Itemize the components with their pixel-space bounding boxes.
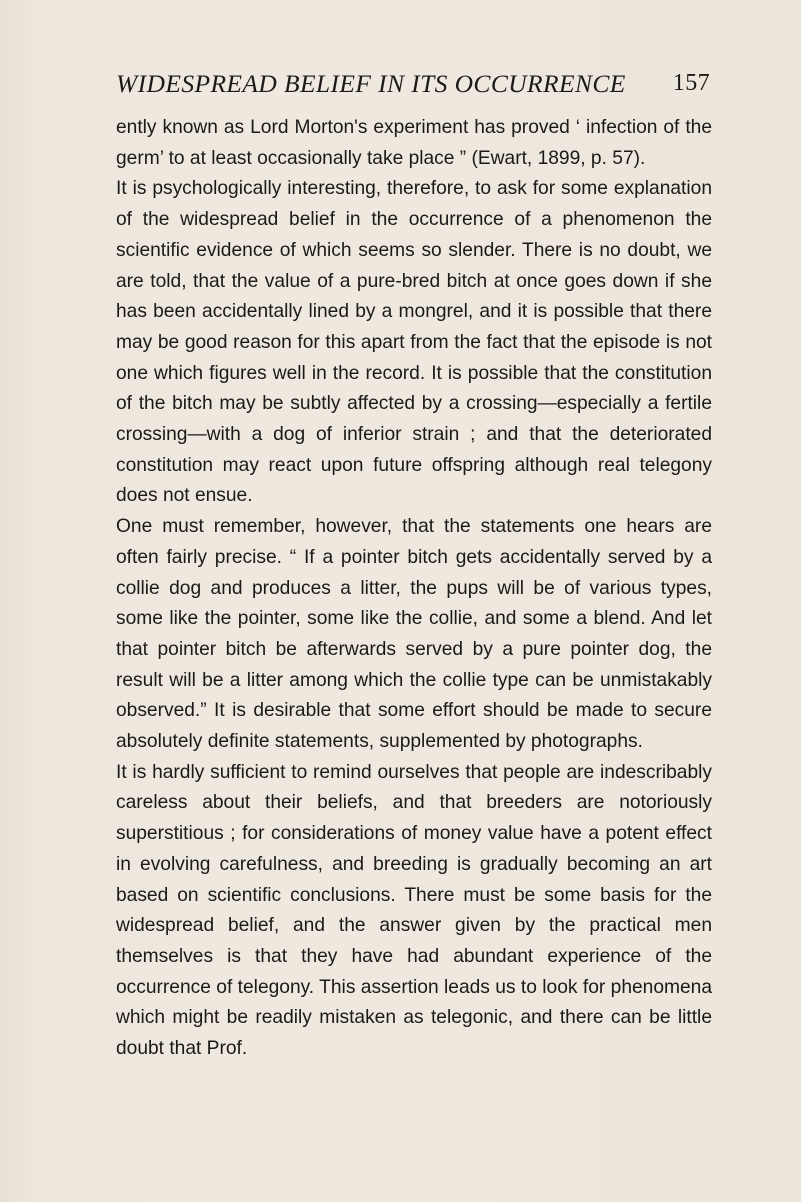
running-head-title: WIDESPREAD BELIEF IN ITS OCCURRENCE (116, 69, 626, 98)
running-head (116, 69, 710, 103)
body-text (116, 113, 712, 1065)
paragraph: It is psychologically interesting, therefore, to ask for some explanation of the widespread belief in the occurrence of a phenomenon the scientific evidence of which seems so slender. There is no doubt, we are told, that the value of a pure-bred bitch at once goes down if she has been accidentally lined by a mongrel, and it is possible that there may be good reason for this apart from the fact that the episode is not one which figures well in the record. It is possible that the constitution of the bitch may be subtly affected by a crossing—especially a fertile crossing—with a dog of inferior strain ; and that the deteriorated constitution may react upon future offspring although real telegony does not ensue. (116, 178, 712, 507)
paragraph-continued: ently known as Lord Morton's experiment has proved ‘ infection of the germ’ to at least occasionally take place ” (Ewart, 1899, p. 57). (116, 117, 712, 169)
page-number: 157 (672, 70, 710, 96)
paragraph: It is hardly sufficient to remind ourselves that people are indescribably careless about their beliefs, and that breeders are notoriously superstitious ; for considerations of money value have a potent effect in evolving carefulness, and breeding is gradually becoming an art based on scientific conclusions. There must be some basis for the widespread belief, and the answer given by the practical men themselves is that they have had abundant experience of the occurrence of telegony. This assertion leads us to look for phenomena which might be readily mistaken as telegonic, and there can be little doubt that Prof. (116, 761, 712, 1060)
paragraph: One must remember, however, that the statements one hears are often fairly precise. “ If a pointer bitch gets accidentally served by a collie dog and produces a litter, the pups will be of various types, some like the pointer, some like the collie, and some a blend. And let that pointer bitch be afterwards served by a pure pointer dog, the result will be a litter among which the collie type can be unmistakably observed.” It is desirable that some effort should be made to secure absolutely definite statements, supplemented by photographs. (116, 516, 712, 753)
